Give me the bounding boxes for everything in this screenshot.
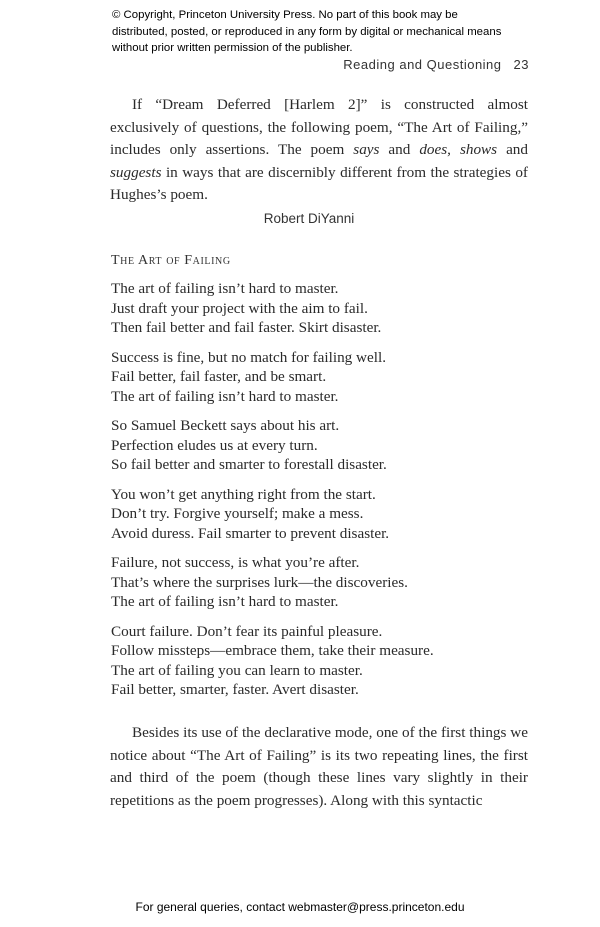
poem-line: The art of failing isn’t hard to master. [111,280,339,297]
poem-stanza [111,485,541,544]
page-number: 23 [513,57,529,72]
poem-line: The art of failing isn’t hard to master. [111,593,339,610]
poem-stanza [111,622,541,700]
intro-emphasis-does: does [419,141,448,159]
intro-emphasis-says: says [353,141,380,159]
poem-line: So fail better and smarter to forestall disaster. [111,456,387,473]
poem-stanza [111,553,541,612]
intro-text-comma: , [447,141,460,159]
poem-title: The Art of Failing [111,253,231,268]
poem-line: That’s where the surprises lurk—the discoveries. [111,573,408,591]
poem-author: Robert DiYanni [263,211,355,226]
poem-body [111,279,541,710]
poem-line: Don’t try. Forgive yourself; make a mess. [111,505,364,522]
poem-line: Court failure. Don’t fear its painful pleasure. [111,622,383,640]
copyright-notice: © Copyright, Princeton University Press. No part of this book may be distributed, posted, or reproduced in any form by digital or mechanical means without prior written permission of the publisher. [112,9,502,54]
poem-line: Fail better, smarter, faster. Avert disaster. [111,681,359,698]
poem-line: So Samuel Beckett says about his art. [111,417,340,434]
poem-stanza [111,279,541,338]
poem-line: Success is fine, but no match for failing well. [111,348,386,366]
poem-line: Avoid duress. Fail smarter to prevent disaster. [111,524,390,542]
closing-paragraph: Besides its use of the declarative mode, one of the first things we notice about “The Art of Failing” is its two repeating lines, the first and third of the poem (though these lines vary slightly in their repetitions as the poem progresses). Along with this syntactic [110,724,528,809]
running-head [343,57,529,72]
intro-text-part1: If “Dream Deferred [Harlem 2]” is constructed almost exclusively of questions, the following poem, “The Art of Failing,” includes only assertions. The poem [110,96,528,159]
intro-paragraph [110,94,528,207]
intro-emphasis-shows: shows [459,141,498,159]
running-head-title: Reading and Questioning [343,57,502,72]
intro-text-and1: and [379,141,420,159]
poem-line: The art of failing you can learn to master. [111,661,363,679]
poem-line: The art of failing isn’t hard to master. [111,387,339,405]
footer-contact: For general queries, contact webmaster@press.princeton.edu [135,900,465,914]
intro-text-and2: and [497,141,528,159]
poem-line: Then fail better and fail faster. Skirt disaster. [111,319,382,336]
poem-stanza [111,416,541,475]
intro-emphasis-suggests: suggests [110,163,162,181]
poem-line: Failure, not success, is what you’re after. [111,554,360,571]
poem-line: Just draft your project with the aim to fail. [111,299,368,317]
poem-line: Fail better, fail faster, and be smart. [111,368,327,385]
poem-stanza [111,348,541,407]
poem-line: Follow missteps—embrace them, take their measure. [111,642,434,659]
intro-text-part2: in ways that are discernibly different from the strategies of Hughes’s poem. [110,163,528,204]
poem-line: Perfection eludes us at every turn. [111,436,318,454]
poem-line: You won’t get anything right from the start. [111,485,376,503]
